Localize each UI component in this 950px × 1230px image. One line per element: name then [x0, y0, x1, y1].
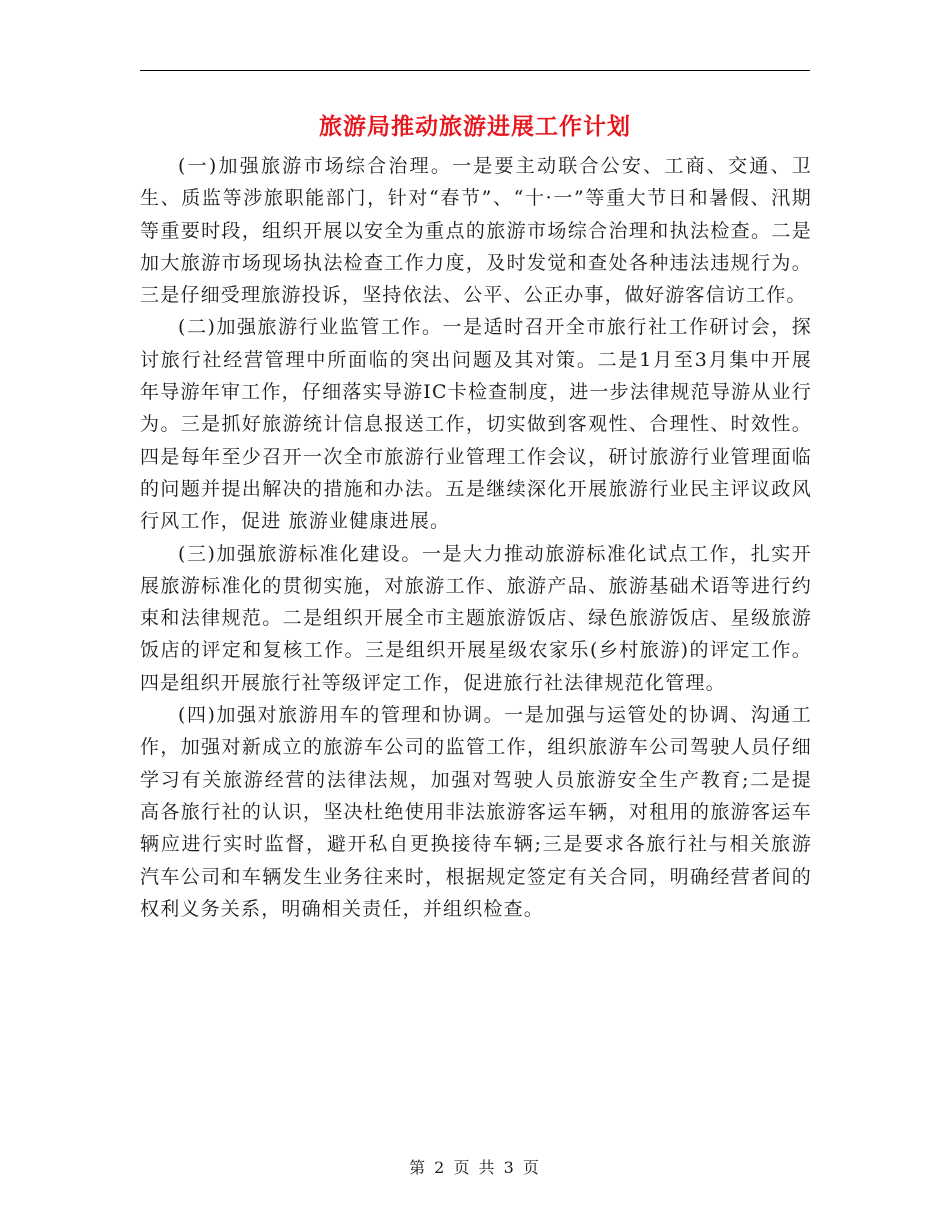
paragraph-standardization: (三)加强旅游标准化建设。一是大力推动旅游标准化试点工作，扎实开展旅游标准化的贯彻实施，对旅游工作、旅游产品、旅游基础术语等进行约束和法律规范。二是组织开展全市主题旅游饭店、绿色旅游饭店、星级旅游饭店的评定和复核工作。三是组织开展星级农家乐(乡村旅游)的评定工作。四是组织开展旅行社等级评定工作，促进旅行社法律规范化管理。 [140, 542, 812, 694]
header-rule [140, 70, 810, 71]
paragraph-tourist-vehicles: (四)加强对旅游用车的管理和协调。一是加强与运管处的协调、沟通工作，加强对新成立的旅游车公司的监管工作，组织旅游车公司驾驶人员仔细学习有关旅游经营的法律法规，加强对驾驶人员旅游安全生产教育;二是提高各旅行社的认识，坚决杜绝使用非法旅游客运车辆，对租用的旅游客运车辆应进行实时监督，避开私自更换接待车辆;三是要求各旅行社与相关旅游汽车公司和车辆发生业务往来时，根据规定签定有关合同，明确经营者间的权利义务关系，明确相关责任，并组织检查。 [140, 704, 812, 920]
paragraph-industry-supervision: (二)加强旅游行业监管工作。一是适时召开全市旅行社工作研讨会，探讨旅行社经营管理中所面临的突出问题及其对策。二是1月至3月集中开展 年导游年审工作，仔细落实导游IC卡检查制度，进一步法律规范导游从业行为。三是抓好旅游统计信息报送工作，切实做到客观性、合理性、时效性。四是每年至少召开一次全市旅游行业管理工作会议，研讨旅游行业管理面临的问题并提出解决的措施和办法。五是继续深化开展旅游行业民主评议政风行风工作，促进 旅游业健康进展。 [140, 316, 812, 533]
page-number-footer: 第 2 页 共 3 页 [409, 1158, 541, 1177]
document-title: 旅游局推动旅游进展工作计划 [319, 113, 631, 140]
document-body [140, 150, 812, 925]
paragraph-market-governance: (一)加强旅游市场综合治理。一是要主动联合公安、工商、交通、卫生、质监等涉旅职能部门，针对“春节”、“十·一”等重大节日和暑假、汛期等重要时段，组织开展以安全为重点的旅游市场综合治理和执法检查。二是加大旅游市场现场执法检查工作力度，及时发觉和查处各种违法违规行为。三是仔细受理旅游投诉，坚持依法、公平、公正办事，做好游客信访工作。 [140, 155, 812, 307]
